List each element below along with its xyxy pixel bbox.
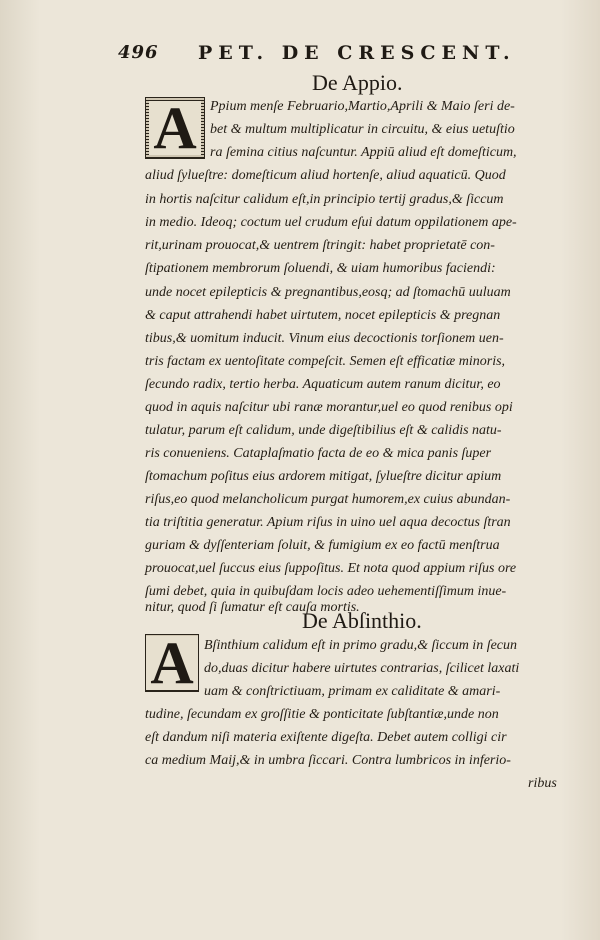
text-line: ca medium Maij,& in umbra ſiccari. Contra lumbricos in inferio- [145, 753, 511, 768]
text-line: ſtomachum poſitus eius ardorem mitigat, ſylueſtre dicitur apium [145, 469, 502, 484]
text-line: tulatur, parum eſt calidum, unde digeſtibilius eſt & calidis natu- [145, 423, 502, 438]
decorated-initial [145, 97, 205, 159]
text-line: in hortis naſcitur calidum eſt,in principio tertij gradus,& ſiccum [145, 192, 504, 207]
text-line: bet & multum multiplicatur in circuitu, & eius uetuſtio [210, 122, 515, 137]
text-line: ſtipationem membrorum ſoluendi, & uiam humoribus faciendi: [145, 261, 496, 276]
text-line: in medio. Ideoq; coctum uel crudum eſui datum oppilationem ape- [145, 215, 517, 230]
text-line: Bſinthium calidum eſt in primo gradu,& ſiccum in ſecun [204, 638, 518, 653]
text-line: tia triſtitia generatur. Apium riſus in uino uel aqua decoctus ſtran [145, 515, 511, 530]
text-line: nitur, quod ſi ſumatur eſt cauſa mortis. [145, 600, 360, 615]
initial-letter: A [146, 636, 197, 690]
text-line: tris factam ex uentoſitate compeſcit. Semen eſt efficatiæ minoris, [145, 354, 506, 369]
text-line: ris conueniens. Cataplaſmatio facta de eo & mica panis ſuper [145, 446, 492, 461]
decorated-initial [145, 630, 199, 696]
text-line: unde nocet epilepticis & pregnantibus,eosq; ad ſtomachū uuluam [145, 285, 511, 300]
text-line: tibus,& uomitum inducit. Vinum eius decoctionis torſionem uen- [145, 331, 504, 346]
text-line: do,duas dicitur habere uirtutes contrarias, ſcilicet laxati [204, 661, 520, 676]
text-line: eſt dandum niſi materia exiſtente digeſta. Debet autem colligi cir [145, 730, 507, 745]
text-line: prouocat,uel ſuccus eius ſuppoſitus. Et nota quod appium riſus ore [145, 561, 517, 576]
text-line: ſumi debet, quia in quibuſdam locis adeo uehementiſſimum inue- [145, 584, 507, 599]
text-line: rit,urinam prouocat,& uentrem ſtringit: habet proprietatē con- [145, 238, 495, 253]
page-number: 496 [118, 42, 159, 63]
text-line: quod in aquis naſcitur ubi ranæ morantur,uel eo quod renibus opi [145, 400, 513, 415]
text-line: riſus,eo quod melancholicum purgat humorem,ex cuius abundan- [145, 492, 511, 507]
text-line: & caput attrahendi habet uirtutem, nocet epilepticis & pregnan [145, 308, 501, 323]
initial-letter: A [149, 101, 200, 155]
text-line: ra ſemina citius naſcuntur. Appiū aliud eſt domeſticum, [210, 145, 517, 160]
text-line: uam & conſtrictiuam, primam ex caliditate & amari- [204, 684, 501, 699]
text-line: Ppium menſe Februario,Martio,Aprili & Maio ſeri de- [210, 99, 515, 114]
section-heading-appio: De Appio. [312, 70, 403, 95]
running-head [118, 42, 558, 66]
text-line: tudine, ſecundam ex groſſitie & ponticitate ſubſtantiæ,unde non [145, 707, 499, 722]
text-line: aliud ſylueſtre: domeſticum aliud hortenſe, aliud aquaticū. Quod [145, 168, 506, 183]
text-line: guriam & dyſſenteriam ſoluit, & fumigium ex eo factū menſtrua [145, 538, 500, 553]
text-line: ſecundo radix, tertio herba. Aquaticum autem ranum dicitur, eo [145, 377, 501, 392]
running-title: PET. DE CRESCENT. [198, 42, 516, 64]
section-heading-absinthio: De Abſinthio. [302, 608, 422, 633]
catchword: ribus [528, 776, 557, 791]
